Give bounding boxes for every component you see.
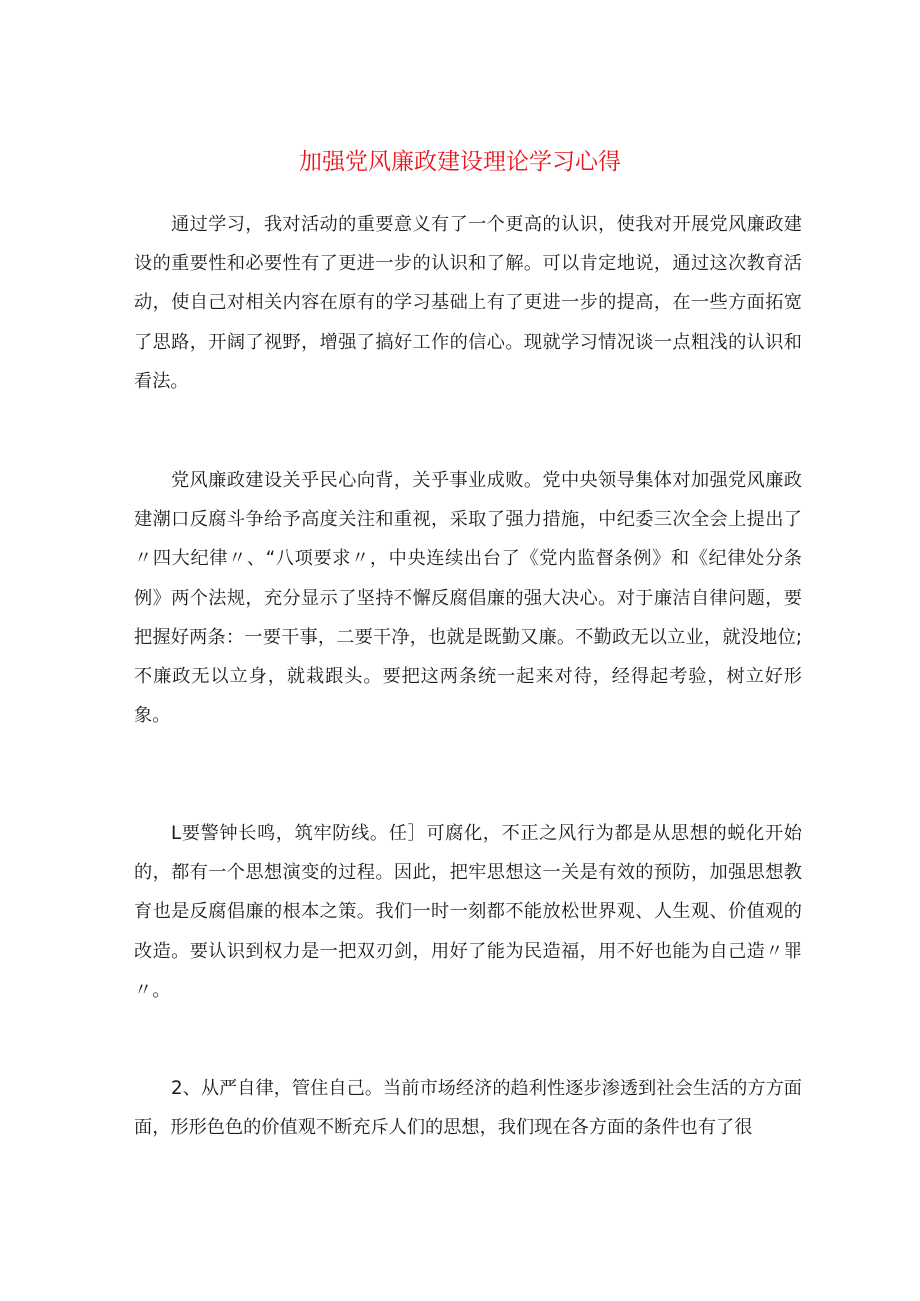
paragraph-party-conduct: 党风廉政建设关乎民心向背，关乎事业成败。党中央领导集体对加强党风廉政建潮口反腐斗争给予高度关注和重视，采取了强力措施，中纪委三次全会上提出了〃四大纪律〃、“八项要求〃，中央连续出台了《党内监督条例》和《纪律处分条例》两个法规，充分显示了坚持不懈反腐倡廉的强大决心。对于廉洁自律问题，要把握好两条：一要干事，二要干净，也就是既勤又廉。不勤政无以立业，就没地位;不廉政无以立身，就栽跟头。要把这两条统一起来对待，经得起考验，树立好形象。: [134, 470, 802, 727]
paragraph-introduction: 通过学习，我对活动的重要意义有了一个更高的认识，使我对开展党风廉政建设的重要性和必要性有了更进一步的认识和了解。可以肯定地说，通过这次教育活动，使自己对相关内容在原有的学习基础上有了更进一步的提高，在一些方面拓宽了思路，开阔了视野，增强了搞好工作的信心。现就学习情况谈一点粗浅的认识和看法。: [134, 214, 802, 392]
paragraph-self-discipline: 2、从严自律，管住自己。当前市场经济的趋利性逐步渗透到社会生活的方方面面，形形色色的价值观不断充斥人们的思想，我们现在各方面的条件也有了很: [134, 1078, 802, 1139]
document-title: 加强党风廉政建设理论学习心得: [299, 149, 621, 175]
paragraph-alarm-bell: L要警钟长鸣，筑牢防线。任］可腐化，不正之风行为都是从思想的蜕化开始的，都有一个思想演变的过程。因此，把牢思想这一关是有效的预防，加强思想教育也是反腐倡廉的根本之策。我们一时一刻都不能放松世界观、人生观、价值观的改造。要认识到权力是一把双刃剑，用好了能为民造福，用不好也能为自己造〃罪〃。: [134, 823, 802, 1001]
